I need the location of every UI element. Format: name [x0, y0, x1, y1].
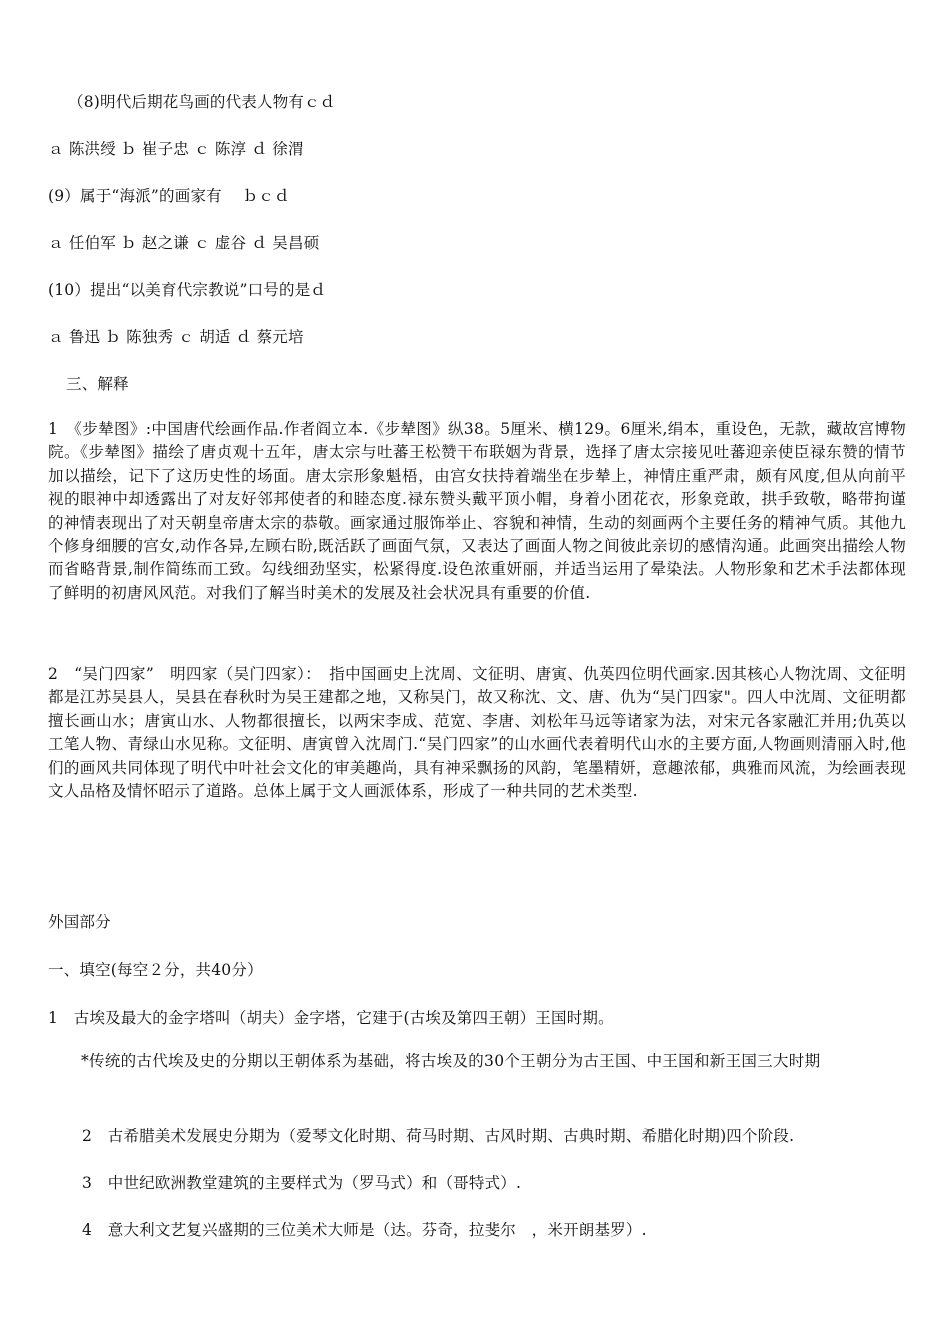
- question-9-options: ａ 任伯军 ｂ 赵之谦 ｃ 虚谷 ｄ 吴昌硕: [48, 234, 320, 252]
- fill-item-4: 4 意大利文艺复兴盛期的三位美术大师是（达。芬奇，拉斐尔 ，米开朗基罗）.: [82, 1221, 647, 1239]
- explanation-paragraph-2: 2 “吴门四家” 明四家（吴门四家）： 指中国画史上沈周、文征明、唐寅、仇英四位明代画家.因其核心人物沈周、文征明都是江苏吴县人，吴县在春秋时为吴王建都之地，又称吴门，故又称沈、文、唐、仇为“吴门四家"。四人中沈周、文征明都擅长画山水；唐寅山水、人物都很擅长，以两宋李成、范宽、李唐、刘松年马远等诸家为法，对宋元各家融汇并用;仇英以工笔人物、青绿山水见称。文征明、唐寅曾入沈周门.“吴门四家”的山水画代表着明代山水的主要方面,人物画则清丽入时,他们的画风共同体现了明代中叶社会文化的审美趣尚，具有神采飘扬的风韵，笔墨精妍，意趣浓郁，典雅而风流，为绘画表现文人品格及情怀昭示了道路。总体上属于文人画派体系，形成了一种共同的艺术类型.: [48, 665, 906, 801]
- fill-item-2: 2 古希腊美术发展史分期为（爱琴文化时期、荷马时期、古风时期、古典时期、希腊化时期)四个阶段.: [82, 1127, 795, 1145]
- question-10-options: ａ 鲁迅 ｂ 陈独秀 ｃ 胡适 ｄ 蔡元培: [48, 328, 304, 346]
- question-10-stem: (10）提出“以美育代宗教说”口号的是ｄ: [48, 281, 327, 299]
- fill-item-1-note: *传统的古代埃及史的分期以王朝体系为基础，将古埃及的30个王朝分为古王国、中王国和新王国三大时期: [81, 1052, 821, 1070]
- section-heading-explain: 三、解释: [66, 375, 129, 393]
- fill-item-3: 3 中世纪欧洲教堂建筑的主要样式为（罗马式）和（哥特式）.: [82, 1174, 522, 1192]
- fill-item-1: 1 古埃及最大的金字塔叫（胡夫）金字塔，它建于(古埃及第四王朝）王国时期。: [48, 1009, 614, 1027]
- question-8-options: ａ 陈洪绶 ｂ 崔子忠 ｃ 陈淳 ｄ 徐渭: [48, 140, 304, 158]
- foreign-section-heading: 外国部分: [48, 913, 111, 931]
- explanation-paragraph-1: 1 《步辇图》:中国唐代绘画作品.作者阎立本.《步辇图》纵38。5厘米、横129。6厘米,绢本，重设色，无款，藏故宫博物院。《步辇图》描绘了唐贞观十五年，唐太宗与吐蕃王松赞干布联姻为背景，选择了唐太宗接见吐蕃迎亲使臣禄东赞的情节加以描绘，记下了这历史性的场面。唐太宗形象魁梧，由宫女扶持着端坐在步辇上，神情庄重严肃，颇有风度,但从向前平视的眼神中却透露出了对友好邻邦使者的和睦态度.禄东赞头戴平顶小帽，身着小团花衣，形象竞敢，拱手致敬，略带拘谨的神情表现出了对天朝皇帝唐太宗的恭敬。画家通过服饰举止、容貌和神情，生动的刻画两个主要任务的精神气质。其他九个修身细腰的宫女,动作各异,左顾右盼,既活跃了画面气氛，又表达了画面人物之间彼此亲切的感情沟通。此画突出描绘人物而省略背景,制作简练而工致。勾线细劲坚实，松紧得度.设色浓重妍丽，并适当运用了晕染法。人物形象和艺术手法都体现了鲜明的初唐风风范。对我们了解当时美术的发展及社会状况具有重要的价值.: [48, 420, 906, 602]
- question-8-stem: （8)明代后期花鸟画的代表人物有ｃｄ: [68, 93, 336, 111]
- question-9-stem: (9）属于“海派”的画家有 ｂｃｄ: [48, 187, 290, 205]
- fill-blank-heading: 一、填空(每空２分，共40分）: [48, 961, 263, 979]
